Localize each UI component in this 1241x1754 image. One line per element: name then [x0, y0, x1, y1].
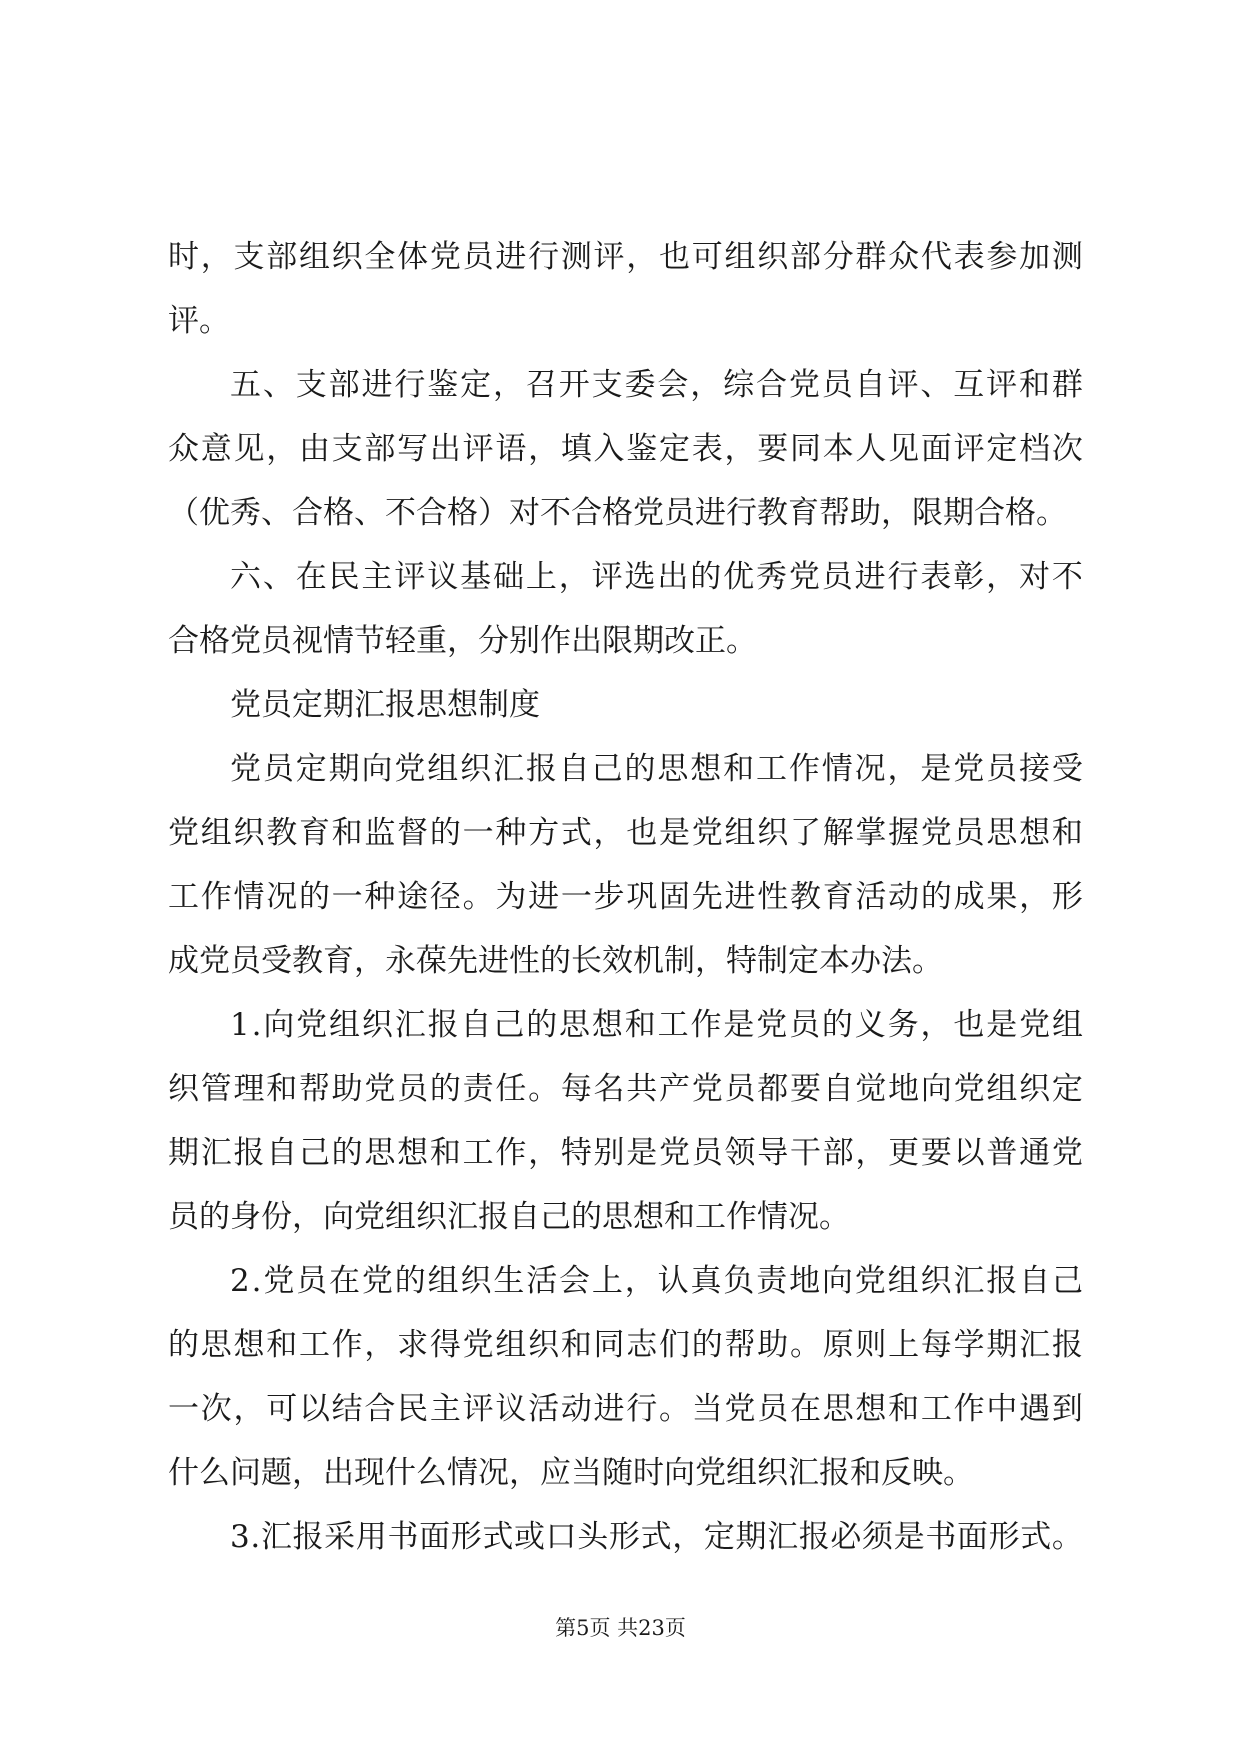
- page-number-footer: 第5页 共23页: [555, 1616, 686, 1640]
- text-line: （优秀、合格、不合格）对不合格党员进行教育帮助，限期合格。: [168, 495, 1067, 531]
- text-line: 1 . 向 党 组 织 汇 报 自 己 的 思 想 和 工 作 是 党 员 的 义 务 ， 也 是 党 组: [230, 1007, 1083, 1043]
- document-body: [168, 225, 1083, 1569]
- section-heading: 党员定期汇报思想制度: [230, 687, 540, 723]
- text-line: 期 汇 报 自 己 的 思 想 和 工 作 ， 特 别 是 党 员 领 导 干 部 ， 更 要 以 普 通 党: [168, 1135, 1083, 1171]
- text-line: 员的身份，向党组织汇报自己的思想和工作情况。: [168, 1199, 850, 1235]
- text-line: 3 . 汇 报 采 用 书 面 形 式 或 口 头 形 式 ， 定 期 汇 报 必 须 是 书 面 形 式 。: [230, 1519, 1083, 1555]
- text-line: 众 意 见 ， 由 支 部 写 出 评 语 ， 填 入 鉴 定 表 ， 要 同 本 人 见 面 评 定 档 次: [168, 431, 1083, 467]
- text-line: 的 思 想 和 工 作 ， 求 得 党 组 织 和 同 志 们 的 帮 助 。 原 则 上 每 学 期 汇 报: [168, 1327, 1083, 1363]
- text-line: 成党员受教育，永葆先进性的长效机制，特制定本办法。: [168, 943, 943, 979]
- text-line: 什么问题，出现什么情况，应当随时向党组织汇报和反映。: [168, 1455, 974, 1491]
- text-line: 2 . 党 员 在 党 的 组 织 生 活 会 上 ， 认 真 负 责 地 向 党 组 织 汇 报 自 己: [230, 1263, 1083, 1299]
- text-line: 时 ， 支 部 组 织 全 体 党 员 进 行 测 评 ， 也 可 组 织 部 分 群 众 代 表 参 加 测: [168, 239, 1083, 275]
- text-line: 织 管 理 和 帮 助 党 员 的 责 任 。 每 名 共 产 党 员 都 要 自 觉 地 向 党 组 织 定: [168, 1071, 1083, 1107]
- text-line: 合格党员视情节轻重，分别作出限期改正。: [168, 623, 757, 659]
- text-line: 党 员 定 期 向 党 组 织 汇 报 自 己 的 思 想 和 工 作 情 况 ， 是 党 员 接 受: [230, 751, 1083, 787]
- text-line: 一 次 ， 可 以 结 合 民 主 评 议 活 动 进 行 。 当 党 员 在 思 想 和 工 作 中 遇 到: [168, 1391, 1083, 1427]
- text-line: 六 、 在 民 主 评 议 基 础 上 ， 评 选 出 的 优 秀 党 员 进 行 表 彰 ， 对 不: [230, 559, 1083, 595]
- text-line: 评。: [168, 303, 230, 339]
- text-line: 党 组 织 教 育 和 监 督 的 一 种 方 式 ， 也 是 党 组 织 了 解 掌 握 党 员 思 想 和: [168, 815, 1083, 851]
- text-line: 五 、 支 部 进 行 鉴 定 ， 召 开 支 委 会 ， 综 合 党 员 自 评 、 互 评 和 群: [230, 367, 1083, 403]
- text-line: 工 作 情 况 的 一 种 途 径 。 为 进 一 步 巩 固 先 进 性 教 育 活 动 的 成 果 ， 形: [168, 879, 1083, 915]
